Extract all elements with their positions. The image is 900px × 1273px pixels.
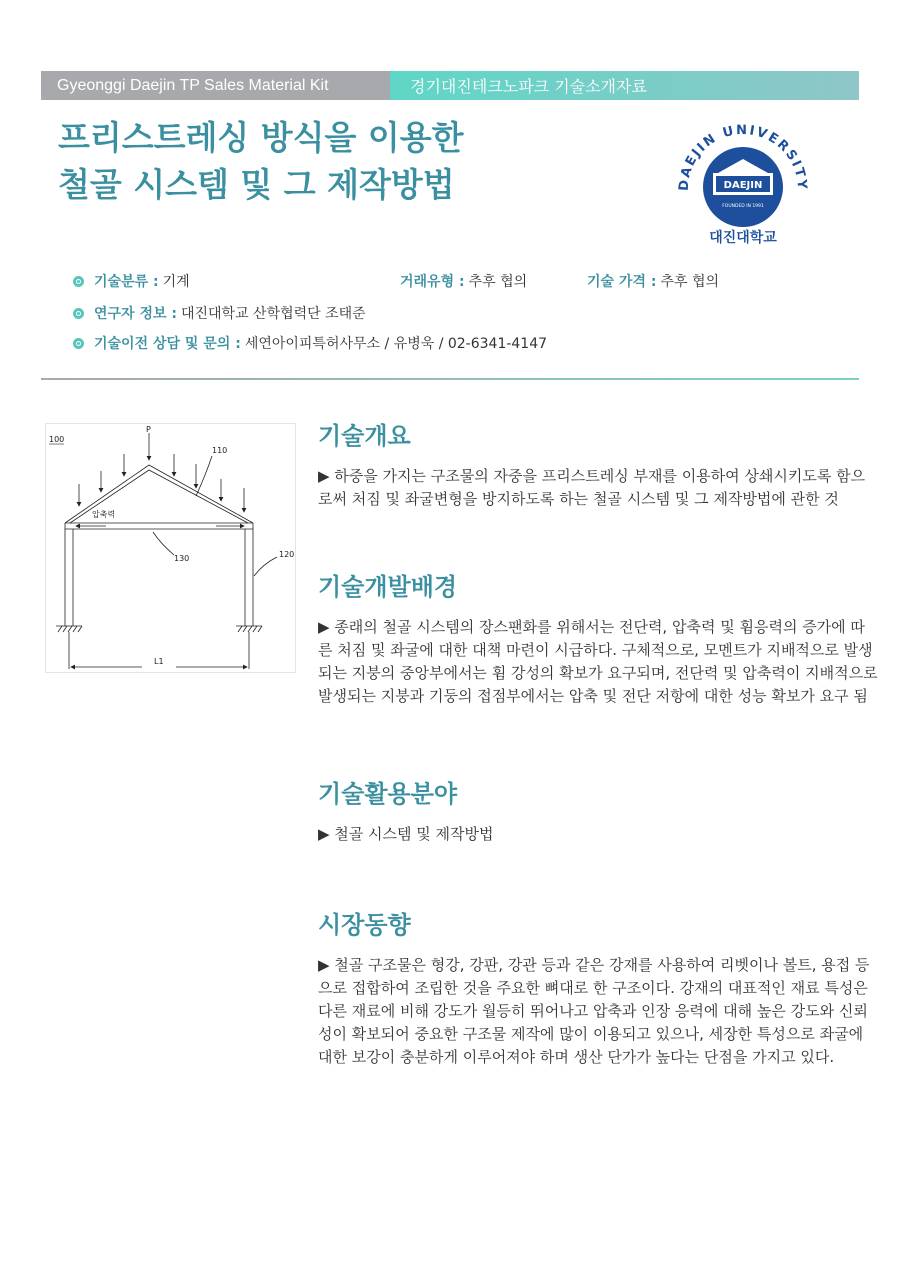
header-right-bar: 경기대진테크노파크 기술소개자료 [390, 71, 859, 100]
section-overview [318, 421, 878, 511]
label-compress: 압축력 [92, 510, 116, 519]
label-100: 100 [49, 435, 65, 444]
contact-label: 기술이전 상담 및 문의 : [94, 336, 241, 352]
price-label: 기술 가격 : [587, 274, 657, 290]
info-price [587, 270, 719, 292]
deal-value: 추후 협의 [468, 274, 528, 290]
section-divider [41, 378, 859, 380]
right-hatch [238, 626, 262, 632]
label-l1: L1 [154, 657, 164, 666]
category-value: 기계 [162, 274, 190, 290]
bullet-icon [73, 276, 84, 287]
bullet-icon [73, 338, 84, 349]
section-background [318, 572, 878, 708]
leader-120 [254, 557, 277, 576]
title-line-1: 프리스트레싱 방식을 이용한 [58, 118, 464, 157]
label-p: P [146, 425, 151, 434]
section-heading: 시장동향 [318, 911, 411, 939]
price-value: 추후 협의 [660, 274, 719, 290]
researcher-label: 연구자 정보 : [94, 306, 177, 322]
title-line-2: 철골 시스템 및 그 제작방법 [58, 165, 455, 204]
label-120: 120 [279, 550, 295, 559]
info-category [73, 270, 190, 292]
section-body: ▶ 철골 시스템 및 제작방법 [318, 825, 494, 843]
structure-figure [45, 423, 296, 673]
section-heading: 기술활용분야 [318, 780, 458, 808]
section-heading: 기술개요 [318, 422, 411, 450]
label-110: 110 [212, 446, 228, 455]
leader-130 [153, 532, 174, 555]
header-left-bar: Gyeonggi Daejin TP Sales Material Kit [41, 71, 390, 100]
contact-value: 세연아이피특허사무소 / 유병욱 / 02-6341-4147 [244, 336, 548, 352]
section-market [318, 910, 878, 1069]
section-body: ▶ 하중을 가지는 구조물의 자중을 프리스트레싱 부재를 이용하여 상쇄시키도록 함으로써 처짐 및 좌굴변형을 방지하도록 하는 철골 시스템 및 그 제작방법에 관한 것 [318, 467, 866, 508]
logo-arc-text: DAEJIN UNIVERSITY [676, 122, 810, 192]
bullet-icon [73, 308, 84, 319]
left-hatch [58, 626, 82, 632]
leader-110 [196, 456, 212, 496]
logo-founded-text: FOUNDED IN 1991 [722, 204, 764, 209]
logo-korean-name: 대진대학교 [709, 230, 777, 246]
deal-label: 거래유형 : [400, 274, 465, 290]
section-body: ▶ 종래의 철골 시스템의 장스팬화를 위해서는 전단력, 압축력 및 휨응력의 증가에 따른 처짐 및 좌굴에 대한 대책 마련이 시급하다. 구체적으로, 모멘트가 지배적으로 발생되는 지붕의 중앙부에서는 휨 강성의 확보가 요구되며, 전단력 및 압축력이 지배적으로 발생되는 지붕과 기둥의 접점부에서는 압축 및 전단 저항에 대한 성능 확보가 요구 됨 [318, 618, 878, 705]
university-logo [668, 107, 818, 257]
info-contact [73, 332, 547, 354]
diagram-svg [46, 424, 295, 672]
section-application [318, 779, 878, 846]
page-title [58, 114, 618, 208]
category-label: 기술분류 : [94, 274, 159, 290]
researcher-value: 대진대학교 산학협력단 조태준 [180, 306, 366, 322]
section-body: ▶ 철골 구조물은 형강, 강판, 강관 등과 같은 강재를 사용하여 리벳이나 볼트, 용접 등으로 접합하여 조립한 것을 주요한 뼈대로 한 구조이다. 강재의 대표적인 재료 특성은 다른 재료에 비해 강도가 월등히 뛰어나고 압축과 인장 응력에 대해 높은 강도와 신뢰성이 확보되어 중요한 구조물 제작에 많이 이용되고 있으나, 세장한 특성으로 좌굴에 대한 보강이 충분하게 이루어져야 하며 생산 단가가 높다는 단점을 가지고 있다. [318, 956, 870, 1066]
header-bar [41, 71, 859, 100]
section-heading: 기술개발배경 [318, 573, 458, 601]
info-researcher [73, 302, 366, 324]
info-deal [400, 270, 527, 292]
label-130: 130 [174, 554, 190, 563]
logo-emblem-text: DAEJIN [723, 180, 763, 191]
